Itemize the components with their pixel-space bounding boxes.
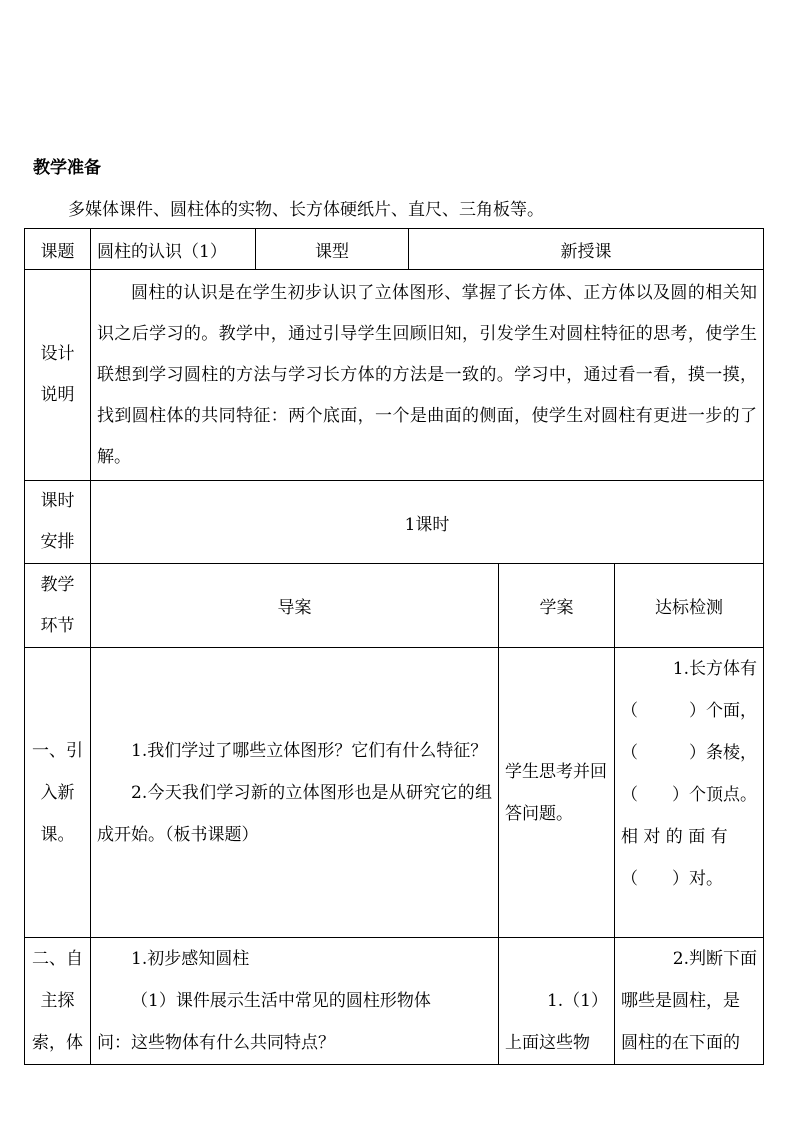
section2-row — [25, 938, 764, 1065]
topic-value: 圆柱的认识（1） — [91, 229, 256, 270]
section1-guide — [91, 648, 499, 938]
section2-check-line3: 圆柱的在下面的 — [621, 1033, 740, 1053]
topic-label: 课题 — [25, 229, 91, 270]
design-label-line1: 设计 — [40, 344, 75, 364]
prep-text: 多媒体课件、圆柱体的实物、长方体硬纸片、直尺、三角板等。 — [68, 200, 544, 220]
header-row — [25, 229, 764, 270]
section2-check — [615, 938, 764, 1065]
section1-stage-line3: 课。 — [40, 824, 75, 845]
schedule-row — [25, 481, 764, 564]
stage-header-line1: 教学 — [40, 574, 75, 595]
design-cell — [91, 270, 764, 481]
design-row — [25, 270, 764, 481]
section2-stage — [25, 938, 91, 1065]
schedule-label — [25, 481, 91, 564]
schedule-label-line2: 安排 — [40, 532, 75, 552]
column-header-row — [25, 564, 764, 648]
stage-column-header — [25, 564, 91, 648]
section1-check — [615, 648, 764, 938]
section2-check-line1: 2.判断下面 — [672, 949, 758, 969]
section2-stage-line2: 主探 — [40, 991, 75, 1011]
section2-guide-p1: 1.初步感知圆柱 — [131, 949, 250, 969]
schedule-value: 1课时 — [91, 481, 764, 564]
check-column-header: 达标检测 — [615, 564, 764, 648]
section1-check-line6: （ ）对。 — [621, 869, 723, 889]
design-label — [25, 270, 91, 481]
section1-study: 学生思考并回答问题。 — [499, 648, 615, 938]
stage-header-line2: 环节 — [40, 615, 75, 636]
section-heading: 教学准备 — [33, 158, 101, 178]
study-column-header: 学案 — [499, 564, 615, 648]
design-text: 圆柱的认识是在学生初步认识了立体图形、掌握了长方体、正方体以及圆的相关知识之后学习的。教学中，通过引导学生回顾旧知，引发学生对圆柱特征的思考，使学生联想到学习圆柱的方法与学习长方体的方法是一致的。学习中，通过看一看，摸一摸，找到圆柱体的共同特征：两个底面，一个是曲面的侧面，使学生对圆柱有更进一步的了解。 — [97, 282, 758, 467]
section1-check-line1: 1.长方体有 — [672, 659, 758, 679]
section2-guide — [91, 938, 499, 1065]
section2-guide-p3: 问：这些物体有什么共同特点？ — [97, 1033, 335, 1053]
section1-check-line3: （ ）条棱， — [621, 743, 757, 763]
section2-stage-line1: 二、自 — [32, 949, 83, 969]
section1-row — [25, 648, 764, 938]
section1-check-line2: （ ）个面， — [621, 701, 757, 721]
section2-study-line1: 1.（1） — [546, 991, 608, 1011]
section1-stage-line1: 一、引 — [32, 740, 83, 761]
lesson-plan-table — [24, 228, 764, 1065]
section2-guide-p2: （1）课件展示生活中常见的圆柱形物体 — [131, 991, 431, 1011]
design-label-line2: 说明 — [40, 385, 75, 405]
section2-check-line2: 哪些是圆柱，是 — [621, 991, 740, 1011]
guide-column-header: 导案 — [91, 564, 499, 648]
section2-study-line2: 上面这些物 — [505, 1033, 590, 1053]
section1-check-line5: 相 对 的 面 有 — [621, 827, 728, 847]
section2-study — [499, 938, 615, 1065]
section2-stage-line3: 索，体 — [32, 1033, 83, 1053]
section1-stage — [25, 648, 91, 938]
section1-stage-line2: 入新 — [40, 782, 75, 803]
schedule-label-line1: 课时 — [40, 491, 75, 511]
section1-guide-p2: 2.今天我们学习新的立体图形也是从研究它的组成开始。（板书课题） — [97, 782, 492, 845]
section1-guide-p1: 1.我们学过了哪些立体图形？它们有什么特征？ — [131, 740, 488, 761]
type-value: 新授课 — [409, 229, 764, 270]
section1-check-line4: （ ）个顶点。 — [621, 785, 757, 805]
type-label: 课型 — [256, 229, 409, 270]
